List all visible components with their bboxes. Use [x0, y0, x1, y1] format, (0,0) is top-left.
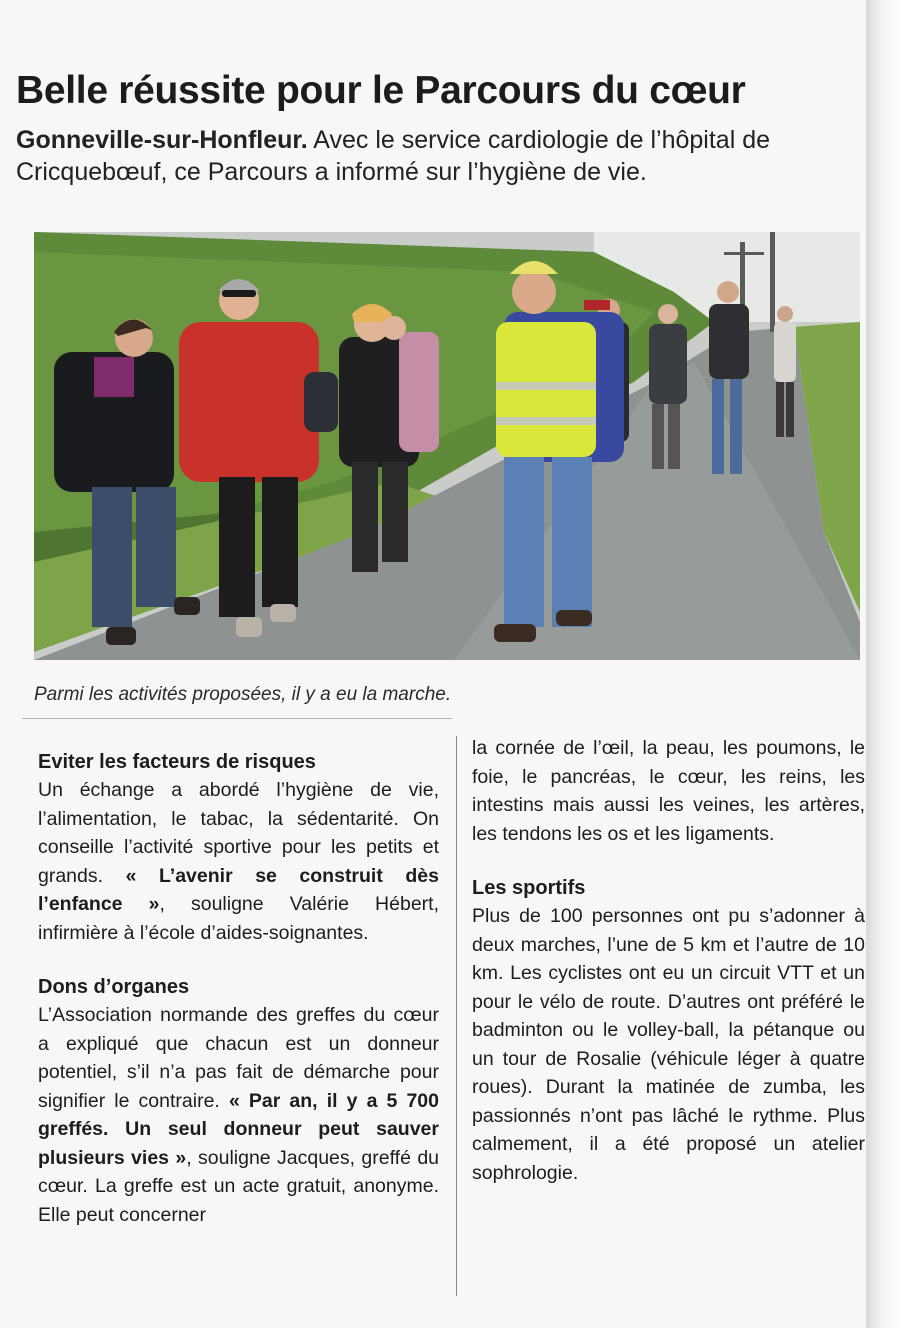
column-right	[472, 734, 865, 1187]
column-left	[38, 748, 439, 1229]
risks-text-1: Un échange a abordé l’hygiène de vie, l’alimentation, le tabac, la sédentarité. On conseille l’activité sportive pour les petits et grands.	[38, 779, 439, 887]
column-divider	[456, 736, 457, 1296]
photo-caption: Parmi les activités proposées, il y a eu la marche.	[34, 684, 452, 705]
paragraph-sports: Plus de 100 personnes ont pu s’adonner à deux marches, l’une de 5 km et l’autre de 10 km. Les cyclistes ont eu un circuit VTT et un pour le vélo de route. D’autres ont préféré le badminton ou le volley-ball, la pétanque ou un tour de Rosalie (véhicule léger à quatre roues). Durant la matinée de zumba, les passionnés n’ont pas lâché le rythme. Plus calmement, il a été proposé un atelier sophrologie.	[472, 905, 865, 1184]
risks-text-2: , souligne Valérie Hébert, infirmière à l’école d’aides-soignantes.	[38, 893, 439, 944]
caption-rule	[22, 718, 452, 719]
heading-organs: Dons d’organes	[38, 976, 190, 998]
organs-text-1: L’Association normande des greffes du cœur a expliqué que chacun est un donneur potentiel, s’il n’a pas fait de démarche pour signifier le contraire.	[38, 1004, 439, 1112]
page-edge	[866, 0, 903, 1328]
article-photo	[34, 232, 860, 660]
organs-text-2-right: la cornée de l’œil, la peau, les poumons, le foie, le pancréas, le cœur, les reins, les intestins mais aussi les veines, les artères, les tendons les os et les ligaments.	[472, 737, 865, 845]
subheadline	[16, 124, 831, 188]
heading-risks: Eviter les facteurs de risques	[38, 751, 316, 773]
risks-quote: « L’avenir se construit dès l’enfance »	[38, 864, 439, 915]
subhead-text: Avec le service cardiologie de l’hôpital de Cricquebœuf, ce Parcours a informé sur l’hygiène de vie.	[16, 126, 771, 186]
walkers-photo	[34, 232, 860, 660]
organs-quote: « Par an, il y a 5 700 greffés. Un seul donneur peut sauver plusieurs vies »	[38, 1089, 439, 1169]
headline: Belle réussite pour le Parcours du cœur	[16, 69, 746, 112]
paragraph-organs-part	[38, 1001, 439, 1229]
red-jacket	[179, 322, 319, 482]
paragraph-risks	[38, 776, 439, 947]
subhead-place: Gonneville-sur-Honfleur.	[16, 126, 308, 154]
organs-text-2-left: , souligne Jacques, greffé du cœur. La greffe est un acte gratuit, anonyme. Elle peut concerner	[38, 1146, 440, 1226]
heading-sports: Les sportifs	[472, 877, 586, 899]
